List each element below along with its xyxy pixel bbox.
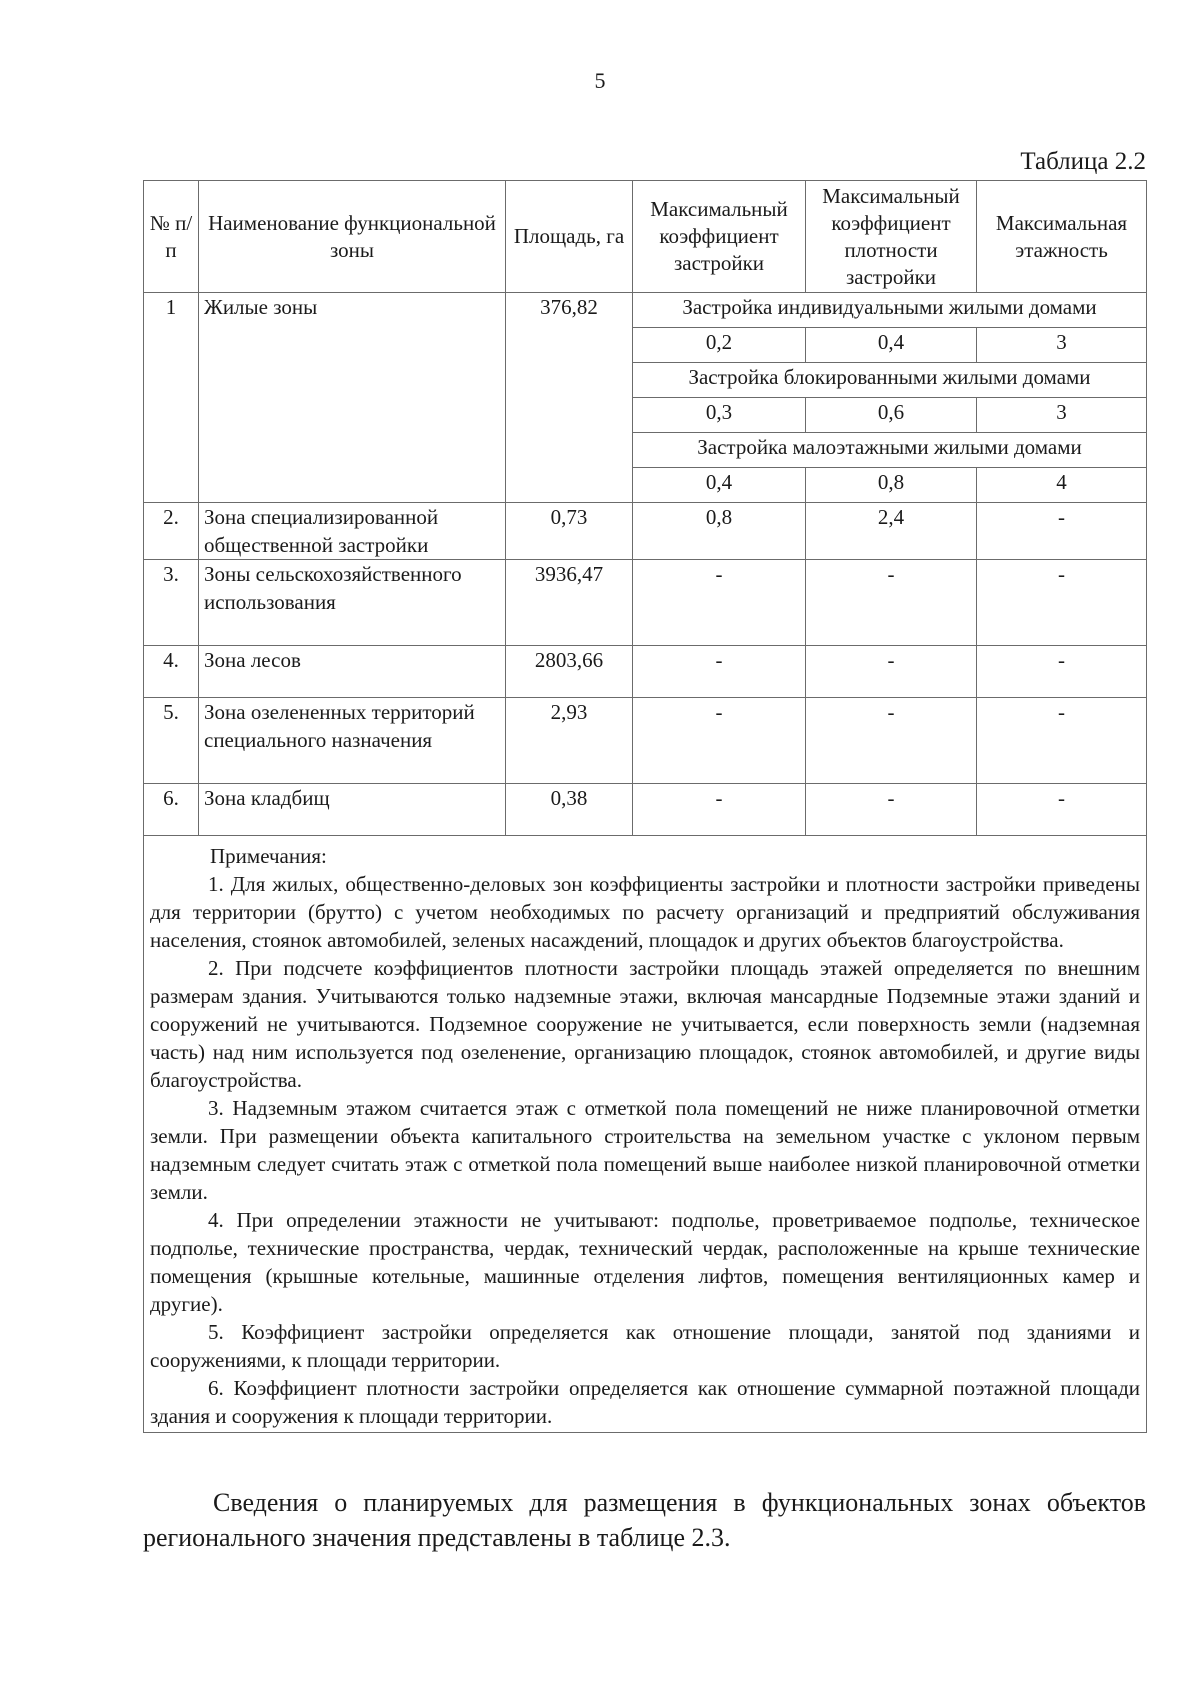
row-name: Зона лесов (199, 646, 506, 698)
header-max-density-coef: Максимальный коэффициент плотности застройки (806, 181, 977, 293)
row-area: 2803,66 (506, 646, 633, 698)
row-area: 376,82 (506, 293, 633, 503)
row-floors: - (977, 503, 1147, 560)
note-item: 2. При подсчете коэффициентов плотности застройки площадь этажей определяется по внешним размерам здания. Учитываются только надземные этажи, включая мансардные Подземные этажи зданий и сооружений не учитываются. Подземное сооружение не учитывается, если поверхность земли (надземная часть) над ним используется под озеленение, организацию площадок, стоянок автомобилей, и другие виды благоустройства. (150, 956, 1140, 1092)
row-floors: - (977, 784, 1147, 836)
page-number: 5 (594, 68, 606, 93)
note-item: 3. Надземным этажом считается этаж с отметкой пола помещений не ниже планировочной отметки земли. При размещении объекта капитального строительства на земельном участке с уклоном первым надземным следует считать этаж с отметкой пола помещений выше наиболее низкой планировочной отметки земли. (150, 1096, 1140, 1204)
header-max-build-coef: Максимальный коэффициент застройки (633, 181, 806, 293)
row-floors: 4 (977, 468, 1147, 503)
table-row (144, 560, 1147, 646)
row-floors: - (977, 560, 1147, 646)
row-num: 3. (144, 560, 199, 646)
table-row (144, 698, 1147, 784)
row-build: 0,3 (633, 398, 806, 433)
row-floors: - (977, 646, 1147, 698)
row-density: - (806, 698, 977, 784)
row-density: - (806, 560, 977, 646)
notes-row (144, 836, 1147, 1433)
row-num: 1 (144, 293, 199, 503)
note-item: 5. Коэффициент застройки определяется как отношение площади, занятой под зданиями и сооружениями, к площади территории. (150, 1320, 1140, 1372)
row-floors: 3 (977, 328, 1147, 363)
row-name: Жилые зоны (199, 293, 506, 503)
row-build: - (633, 646, 806, 698)
closing-paragraph: Сведения о планируемых для размещения в функциональных зонах объектов регионального значения представлены в таблице 2.3. (143, 1488, 1146, 1552)
row-build: - (633, 560, 806, 646)
subzone-label: Застройка индивидуальными жилыми домами (633, 293, 1147, 328)
row-name: Зоны сельскохозяйственного использования (199, 560, 506, 646)
subzone-label: Застройка малоэтажными жилыми домами (633, 433, 1147, 468)
note-item: 1. Для жилых, общественно-деловых зон коэффициенты застройки и плотности застройки приведены для территории (брутто) с учетом необходимых по расчету организаций и предприятий обслуживания населения, стоянок автомобилей, зеленых насаждений, площадок и других объектов благоустройства. (150, 872, 1140, 952)
row-area: 0,73 (506, 503, 633, 560)
row-num: 2. (144, 503, 199, 560)
row-floors: 3 (977, 398, 1147, 433)
row-area: 3936,47 (506, 560, 633, 646)
row-name: Зона кладбищ (199, 784, 506, 836)
row-name: Зона специализированной общественной застройки (199, 503, 506, 560)
row-num: 4. (144, 646, 199, 698)
row-build: - (633, 698, 806, 784)
row-density: 0,8 (806, 468, 977, 503)
row-build: - (633, 784, 806, 836)
table-caption: Таблица 2.2 (1020, 148, 1146, 175)
row-build: 0,8 (633, 503, 806, 560)
row-density: 0,6 (806, 398, 977, 433)
row-num: 5. (144, 698, 199, 784)
notes-cell (144, 836, 1147, 1433)
header-area: Площадь, га (506, 181, 633, 293)
notes-title: Примечания: (210, 844, 327, 868)
header-num: № п/п (144, 181, 199, 293)
row-name: Зона озелененных территорий специального назначения (199, 698, 506, 784)
row-build: 0,2 (633, 328, 806, 363)
row-num: 6. (144, 784, 199, 836)
table-row (144, 646, 1147, 698)
note-item: 6. Коэффициент плотности застройки определяется как отношение суммарной поэтажной площади здания и сооружения к площади территории. (150, 1376, 1140, 1428)
table-row (144, 503, 1147, 560)
note-item: 4. При определении этажности не учитывают: подполье, проветриваемое подполье, техническое подполье, технические пространства, чердак, технический чердак, расположенные на крыше технические помещения (крышные котельные, машинные отделения лифтов, помещения вентиляционных камер и другие). (150, 1208, 1140, 1316)
row-area: 0,38 (506, 784, 633, 836)
table-row (144, 784, 1147, 836)
table-row (144, 293, 1147, 328)
functional-zones-table (143, 180, 1147, 1433)
row-density: - (806, 784, 977, 836)
row-floors: - (977, 698, 1147, 784)
header-name: Наименование функциональной зоны (199, 181, 506, 293)
row-area: 2,93 (506, 698, 633, 784)
row-density: 2,4 (806, 503, 977, 560)
subzone-label: Застройка блокированными жилыми домами (633, 363, 1147, 398)
row-density: 0,4 (806, 328, 977, 363)
row-build: 0,4 (633, 468, 806, 503)
row-density: - (806, 646, 977, 698)
header-max-floors: Максимальная этажность (977, 181, 1147, 293)
